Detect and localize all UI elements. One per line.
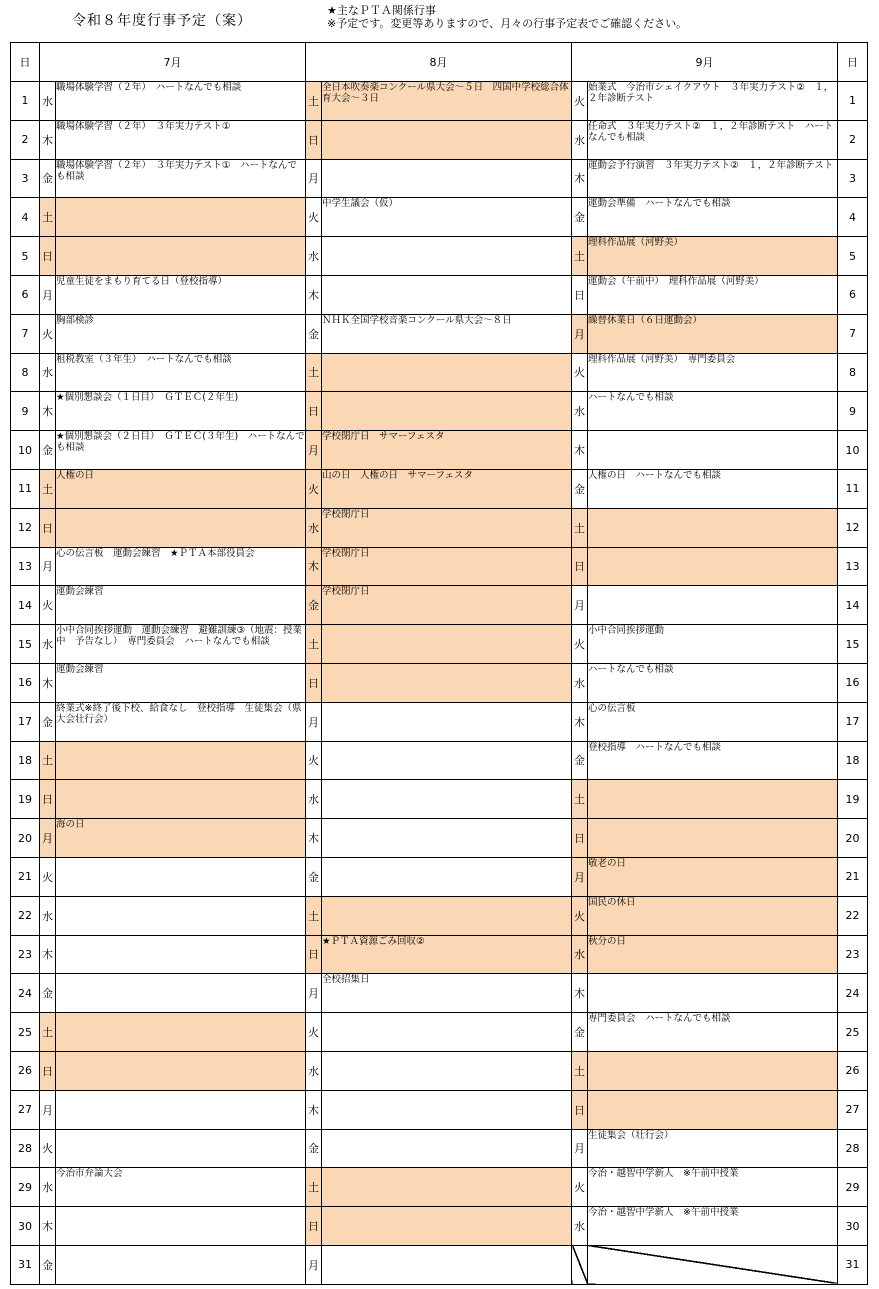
day-number-left: 5	[11, 237, 40, 276]
day-number-right: 1	[838, 82, 868, 121]
weekday-september: 火	[572, 1168, 588, 1207]
weekday-july: 金	[40, 159, 56, 198]
day-number-left: 15	[11, 625, 40, 664]
table-row	[11, 1245, 868, 1284]
event-august	[322, 353, 572, 392]
weekday-september: 木	[572, 431, 588, 470]
event-september: 理科作品展（河野美） 専門委員会	[588, 353, 838, 392]
event-september	[588, 431, 838, 470]
weekday-september: 土	[572, 1051, 588, 1090]
day-header-left: 日	[11, 43, 40, 82]
table-row	[11, 353, 868, 392]
event-september: 任命式 ３年実力テスト② １，２年診断テスト ハートなんでも相談	[588, 120, 838, 159]
day-number-right: 22	[838, 896, 868, 935]
day-number-right: 14	[838, 586, 868, 625]
weekday-july: 土	[40, 1013, 56, 1052]
weekday-september: 木	[572, 159, 588, 198]
weekday-september: 日	[572, 275, 588, 314]
weekday-july: 木	[40, 935, 56, 974]
table-row	[11, 1129, 868, 1168]
table-row	[11, 392, 868, 431]
weekday-september: 金	[572, 741, 588, 780]
pta-legend-note: ★主なＰＴＡ関係行事	[327, 4, 436, 17]
event-august: 中学生議会（仮）	[322, 198, 572, 237]
day-number-right: 17	[838, 702, 868, 741]
event-july	[56, 896, 306, 935]
event-july: 小中合同挨拶運動 運動会練習 避難訓練③（地震：授業中 予告なし） 専門委員会 ハートなんでも相談	[56, 625, 306, 664]
weekday-august: 木	[306, 819, 322, 858]
day-number-left: 2	[11, 120, 40, 159]
day-number-left: 20	[11, 819, 40, 858]
event-july	[56, 1245, 306, 1284]
event-july: 今治市弁論大会	[56, 1168, 306, 1207]
weekday-july: 火	[40, 314, 56, 353]
day-header-right: 日	[838, 43, 868, 82]
event-july	[56, 508, 306, 547]
weekday-august: 火	[306, 741, 322, 780]
day-number-right: 20	[838, 819, 868, 858]
event-august	[322, 819, 572, 858]
event-july: 職場体験学習（２年） ハートなんでも相談	[56, 82, 306, 121]
weekday-september: 日	[572, 819, 588, 858]
weekday-july: 月	[40, 275, 56, 314]
event-august	[322, 702, 572, 741]
event-july	[56, 237, 306, 276]
day-number-right: 10	[838, 431, 868, 470]
weekday-july: 月	[40, 547, 56, 586]
day-number-left: 21	[11, 857, 40, 896]
weekday-july: 水	[40, 1168, 56, 1207]
event-september: 今治・越智中学新人 ※午前中授業	[588, 1168, 838, 1207]
event-september: 専門委員会 ハートなんでも相談	[588, 1013, 838, 1052]
event-august: 学校閉庁日	[322, 586, 572, 625]
weekday-august: 土	[306, 896, 322, 935]
day-number-left: 19	[11, 780, 40, 819]
weekday-september: 水	[572, 1207, 588, 1246]
event-september: 運動会準備 ハートなんでも相談	[588, 198, 838, 237]
event-august: 全校招集日	[322, 974, 572, 1013]
weekday-september: 月	[572, 586, 588, 625]
day-number-left: 14	[11, 586, 40, 625]
event-august: 学校閉庁日	[322, 508, 572, 547]
day-number-left: 17	[11, 702, 40, 741]
weekday-september: 火	[572, 353, 588, 392]
weekday-september: 土	[572, 508, 588, 547]
weekday-september: 木	[572, 974, 588, 1013]
day-number-left: 26	[11, 1051, 40, 1090]
event-july	[56, 780, 306, 819]
header-notes	[327, 4, 687, 30]
day-number-left: 12	[11, 508, 40, 547]
event-august	[322, 741, 572, 780]
table-row	[11, 741, 868, 780]
event-august	[322, 1207, 572, 1246]
day-number-left: 30	[11, 1207, 40, 1246]
day-number-left: 23	[11, 935, 40, 974]
day-number-left: 27	[11, 1090, 40, 1129]
event-july: 海の日	[56, 819, 306, 858]
event-september: 敬老の日	[588, 857, 838, 896]
weekday-september: 金	[572, 198, 588, 237]
weekday-july: 水	[40, 896, 56, 935]
event-september: 生徒集会（壮行会）	[588, 1129, 838, 1168]
event-july	[56, 1129, 306, 1168]
weekday-july: 金	[40, 431, 56, 470]
event-july: 胸部検診	[56, 314, 306, 353]
event-july	[56, 857, 306, 896]
event-august	[322, 159, 572, 198]
event-july	[56, 1090, 306, 1129]
event-september: 今治・越智中学新人 ※午前中授業	[588, 1207, 838, 1246]
day-number-left: 16	[11, 663, 40, 702]
event-august	[322, 896, 572, 935]
weekday-july: 金	[40, 1245, 56, 1284]
event-july	[56, 935, 306, 974]
weekday-july: 土	[40, 741, 56, 780]
table-row	[11, 1051, 868, 1090]
event-august: 学校閉庁日 サマーフェスタ	[322, 431, 572, 470]
table-row	[11, 82, 868, 121]
day-number-right: 8	[838, 353, 868, 392]
weekday-september: 水	[572, 392, 588, 431]
event-july	[56, 198, 306, 237]
weekday-august: 火	[306, 198, 322, 237]
table-row	[11, 1013, 868, 1052]
day-number-right: 4	[838, 198, 868, 237]
table-row	[11, 896, 868, 935]
event-july	[56, 1013, 306, 1052]
day-number-right: 2	[838, 120, 868, 159]
event-july: 職場体験学習（２年） ３年実力テスト①	[56, 120, 306, 159]
event-july: ★個別懇談会（１日目） ＧＴＥＣ(２年生)	[56, 392, 306, 431]
event-september: 繰替休業日（６日運動会）	[588, 314, 838, 353]
event-july: 運動会練習	[56, 586, 306, 625]
weekday-july: 土	[40, 469, 56, 508]
weekday-july: 火	[40, 1129, 56, 1168]
weekday-july: 日	[40, 508, 56, 547]
weekday-august: 月	[306, 159, 322, 198]
event-september: 理科作品展（河野美）	[588, 237, 838, 276]
weekday-july: 水	[40, 625, 56, 664]
table-row	[11, 120, 868, 159]
event-september	[588, 1051, 838, 1090]
table-row	[11, 625, 868, 664]
event-september: 国民の休日	[588, 896, 838, 935]
table-row	[11, 431, 868, 470]
weekday-august: 土	[306, 353, 322, 392]
weekday-august: 金	[306, 1129, 322, 1168]
weekday-september: 日	[572, 547, 588, 586]
month-header-august: 8月	[306, 43, 572, 82]
weekday-august: 金	[306, 314, 322, 353]
day-number-left: 28	[11, 1129, 40, 1168]
event-july: 運動会練習	[56, 663, 306, 702]
table-row	[11, 663, 868, 702]
event-july: 租税教室（３年生） ハートなんでも相談	[56, 353, 306, 392]
table-row	[11, 198, 868, 237]
day-number-right: 30	[838, 1207, 868, 1246]
table-row	[11, 586, 868, 625]
event-september	[588, 547, 838, 586]
weekday-september: 日	[572, 1090, 588, 1129]
event-september	[588, 508, 838, 547]
event-august	[322, 237, 572, 276]
weekday-august: 木	[306, 547, 322, 586]
event-july: 児童生徒をまもり育てる日（登校指導）	[56, 275, 306, 314]
table-row	[11, 237, 868, 276]
weekday-august: 木	[306, 1090, 322, 1129]
day-number-left: 29	[11, 1168, 40, 1207]
event-august: 学校閉庁日	[322, 547, 572, 586]
schedule-disclaimer: ※予定です。変更等ありますので、月々の行事予定表でご確認ください。	[327, 17, 688, 30]
day-number-left: 31	[11, 1245, 40, 1284]
day-number-right: 3	[838, 159, 868, 198]
weekday-july: 火	[40, 586, 56, 625]
weekday-july: 木	[40, 1207, 56, 1246]
table-row	[11, 275, 868, 314]
day-number-right: 27	[838, 1090, 868, 1129]
day-number-left: 8	[11, 353, 40, 392]
event-september	[588, 1090, 838, 1129]
weekday-july: 木	[40, 392, 56, 431]
event-september: 心の伝言板	[588, 702, 838, 741]
weekday-august: 木	[306, 275, 322, 314]
weekday-september-none	[572, 1245, 588, 1284]
weekday-august: 水	[306, 1051, 322, 1090]
weekday-august: 水	[306, 780, 322, 819]
day-number-right: 5	[838, 237, 868, 276]
day-number-right: 25	[838, 1013, 868, 1052]
day-number-left: 25	[11, 1013, 40, 1052]
weekday-august: 火	[306, 469, 322, 508]
event-september	[588, 780, 838, 819]
event-september-none	[588, 1245, 838, 1284]
day-number-right: 24	[838, 974, 868, 1013]
event-september: 小中合同挨拶運動	[588, 625, 838, 664]
event-july: 職場体験学習（２年） ３年実力テスト① ハートなんでも相談	[56, 159, 306, 198]
table-row	[11, 974, 868, 1013]
table-row	[11, 1207, 868, 1246]
weekday-july: 水	[40, 353, 56, 392]
event-september	[588, 974, 838, 1013]
event-august	[322, 857, 572, 896]
table-row	[11, 857, 868, 896]
weekday-september: 金	[572, 469, 588, 508]
weekday-september: 金	[572, 1013, 588, 1052]
page-header	[0, 0, 879, 40]
weekday-september: 水	[572, 663, 588, 702]
event-august	[322, 1129, 572, 1168]
weekday-july: 日	[40, 780, 56, 819]
day-number-left: 3	[11, 159, 40, 198]
table-row	[11, 780, 868, 819]
weekday-september: 火	[572, 896, 588, 935]
day-number-left: 18	[11, 741, 40, 780]
event-july	[56, 741, 306, 780]
weekday-july: 日	[40, 237, 56, 276]
event-july	[56, 1051, 306, 1090]
day-number-left: 6	[11, 275, 40, 314]
weekday-september: 月	[572, 1129, 588, 1168]
event-july	[56, 1207, 306, 1246]
event-august	[322, 392, 572, 431]
weekday-august: 水	[306, 508, 322, 547]
day-number-right: 12	[838, 508, 868, 547]
day-number-right: 29	[838, 1168, 868, 1207]
event-august: 山の日 人権の日 サマーフェスタ	[322, 469, 572, 508]
event-august	[322, 780, 572, 819]
weekday-august: 日	[306, 120, 322, 159]
event-july: 心の伝言板 運動会練習 ★ＰＴＡ本部役員会	[56, 547, 306, 586]
event-september: ハートなんでも相談	[588, 663, 838, 702]
day-number-left: 22	[11, 896, 40, 935]
day-number-left: 10	[11, 431, 40, 470]
table-row	[11, 469, 868, 508]
event-september: 人権の日 ハートなんでも相談	[588, 469, 838, 508]
event-september: 秋分の日	[588, 935, 838, 974]
day-number-left: 7	[11, 314, 40, 353]
weekday-july: 日	[40, 1051, 56, 1090]
weekday-july: 火	[40, 857, 56, 896]
day-number-right: 9	[838, 392, 868, 431]
day-number-left: 24	[11, 974, 40, 1013]
weekday-september: 水	[572, 120, 588, 159]
event-september: 運動会予行演習 ３年実力テスト② １，２年診断テスト	[588, 159, 838, 198]
day-number-right: 6	[838, 275, 868, 314]
table-row	[11, 1090, 868, 1129]
weekday-july: 金	[40, 974, 56, 1013]
weekday-august: 金	[306, 857, 322, 896]
day-number-right: 28	[838, 1129, 868, 1168]
event-september: 始業式 今治市シェイクアウト ３年実力テスト② １，２年診断テスト	[588, 82, 838, 121]
weekday-september: 火	[572, 82, 588, 121]
weekday-july: 月	[40, 819, 56, 858]
weekday-july: 月	[40, 1090, 56, 1129]
weekday-september: 木	[572, 702, 588, 741]
page-title: 令和８年度行事予定（案）	[72, 13, 252, 29]
event-july: 終業式※終了後下校、給食なし 登校指導 生徒集会（県大会壮行会）	[56, 702, 306, 741]
event-july: ★個別懇談会（２日目） ＧＴＥＣ(３年生) ハートなんでも相談	[56, 431, 306, 470]
weekday-august: 土	[306, 82, 322, 121]
day-number-right: 11	[838, 469, 868, 508]
event-july: 人権の日	[56, 469, 306, 508]
event-august: ＮＨＫ全国学校音楽コンクール県大会～８日	[322, 314, 572, 353]
schedule-table	[10, 42, 868, 1285]
weekday-september: 土	[572, 237, 588, 276]
day-number-left: 9	[11, 392, 40, 431]
event-august	[322, 663, 572, 702]
weekday-august: 日	[306, 1207, 322, 1246]
weekday-august: 土	[306, 625, 322, 664]
weekday-august: 日	[306, 935, 322, 974]
header-row	[11, 43, 868, 82]
event-august	[322, 1090, 572, 1129]
month-header-september: 9月	[572, 43, 838, 82]
day-number-left: 11	[11, 469, 40, 508]
day-number-right: 16	[838, 663, 868, 702]
table-row	[11, 1168, 868, 1207]
weekday-july: 木	[40, 663, 56, 702]
day-number-left: 13	[11, 547, 40, 586]
weekday-july: 水	[40, 82, 56, 121]
weekday-august: 日	[306, 663, 322, 702]
event-august	[322, 1051, 572, 1090]
weekday-july: 土	[40, 198, 56, 237]
event-august: ★ＰＴＡ資源ごみ回収②	[322, 935, 572, 974]
day-number-right: 23	[838, 935, 868, 974]
day-number-left: 1	[11, 82, 40, 121]
weekday-august: 金	[306, 586, 322, 625]
event-september	[588, 586, 838, 625]
table-row	[11, 314, 868, 353]
weekday-september: 月	[572, 857, 588, 896]
weekday-july: 木	[40, 120, 56, 159]
event-july	[56, 974, 306, 1013]
weekday-august: 火	[306, 1013, 322, 1052]
weekday-september: 水	[572, 935, 588, 974]
day-number-right: 19	[838, 780, 868, 819]
day-number-right: 7	[838, 314, 868, 353]
table-row	[11, 547, 868, 586]
weekday-september: 月	[572, 314, 588, 353]
event-august: 全日本吹奏楽コンクール県大会～５日 四国中学校総合体育大会～３日	[322, 82, 572, 121]
day-number-right: 18	[838, 741, 868, 780]
table-row	[11, 935, 868, 974]
weekday-august: 月	[306, 702, 322, 741]
day-number-left: 4	[11, 198, 40, 237]
event-august	[322, 1168, 572, 1207]
weekday-september: 火	[572, 625, 588, 664]
event-august	[322, 1245, 572, 1284]
event-august	[322, 1013, 572, 1052]
event-august	[322, 120, 572, 159]
weekday-august: 土	[306, 1168, 322, 1207]
day-number-right: 21	[838, 857, 868, 896]
event-august	[322, 275, 572, 314]
month-header-july: 7月	[40, 43, 306, 82]
weekday-september: 土	[572, 780, 588, 819]
day-number-right: 15	[838, 625, 868, 664]
day-number-right: 31	[838, 1245, 868, 1284]
event-september	[588, 819, 838, 858]
event-september: 運動会（午前中） 理科作品展（河野美）	[588, 275, 838, 314]
weekday-july: 金	[40, 702, 56, 741]
table-row	[11, 159, 868, 198]
table-row	[11, 819, 868, 858]
weekday-august: 月	[306, 1245, 322, 1284]
table-row	[11, 702, 868, 741]
weekday-august: 日	[306, 392, 322, 431]
event-september: 登校指導 ハートなんでも相談	[588, 741, 838, 780]
weekday-august: 月	[306, 974, 322, 1013]
table-row	[11, 508, 868, 547]
event-august	[322, 625, 572, 664]
event-september: ハートなんでも相談	[588, 392, 838, 431]
day-number-right: 13	[838, 547, 868, 586]
day-number-right: 26	[838, 1051, 868, 1090]
weekday-august: 水	[306, 237, 322, 276]
weekday-august: 月	[306, 431, 322, 470]
